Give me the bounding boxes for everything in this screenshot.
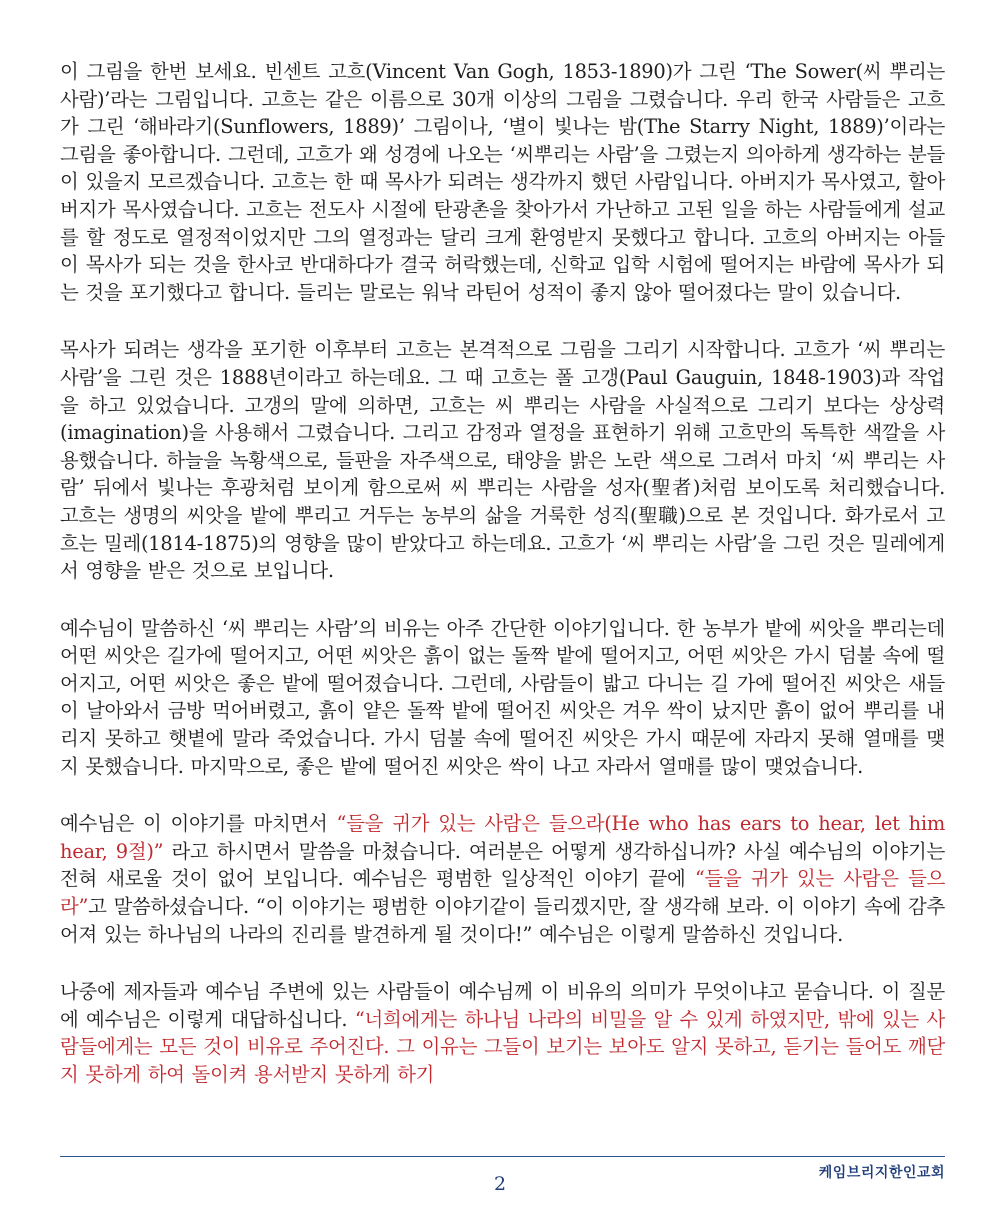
paragraph-sower-painting bbox=[60, 336, 945, 584]
paragraph-text: 목사가 되려는 생각을 포기한 이후부터 고흐는 본격적으로 그림을 그리기 시작합니다. 고흐가 ‘씨 뿌리는 사람’을 그린 것은 1888년이라고 하는데요. 그 때 고흐는 폴 고갱(Paul Gauguin, 1848-1903)과 작업을 하고 있었습니다. 고갱의 말에 의하면, 고흐는 씨 뿌리는 사람을 사실적으로 그리기 보다는 상상력(imagination)을 사용해서 그렸습니다. 그리고 감정과 열정을 표현하기 위해 고흐만의 독특한 색깔을 사용했습니다. 하늘을 녹황색으로, 들판을 자주색으로, 태양을 밝은 노란 색으로 그려서 마치 ‘씨 뿌리는 사람’ 뒤에서 빛나는 후광처럼 보이게 함으로써 씨 뿌리는 사람을 성자(聖者)처럼 보이도록 처리했습니다. 고흐는 생명의 씨앗을 밭에 뿌리고 거두는 농부의 삶을 거룩한 성직(聖職)으로 본 것입니다. 화가로서 고흐는 밀레(1814-1875)의 영향을 많이 받았다고 하는데요. 고흐가 ‘씨 뿌리는 사람’을 그린 것은 밀레에게서 영향을 받은 것으로 보입니다. bbox=[60, 338, 945, 583]
paragraph-text: 이 그림을 한번 보세요. 빈센트 고흐(Vincent Van Gogh, 1853-1890)가 그린 ‘The Sower(씨 뿌리는 사람)’라는 그림입니다. 고흐는 같은 이름으로 30개 이상의 그림을 그렸습니다. 우리 한국 사람들은 고흐가 그린 ‘해바라기(Sunflowers, 1889)’ 그림이나, ‘별이 빛나는 밤(The Starry Night, 1889)’이라는 그림을 좋아합니다. 그런데, 고흐가 왜 성경에 나오는 ‘씨뿌리는 사람’을 그렸는지 의아하게 생각하는 분들이 있을지 모르겠습니다. 고흐는 한 때 목사가 되려는 생각까지 했던 사람입니다. 아버지가 목사였고, 할아버지가 목사였습니다. 고흐는 전도사 시절에 탄광촌을 찾아가서 가난하고 고된 일을 하는 사람들에게 설교를 할 정도로 열정적이었지만 그의 열정과는 달리 크게 환영받지 못했다고 합니다. 고흐의 아버지는 아들이 목사가 되는 것을 한사코 반대하다가 결국 허락했는데, 신학교 입학 시험에 떨어지는 바람에 목사가 되는 것을 포기했다고 합니다. 들리는 말로는 워낙 라틴어 성적이 좋지 않아 떨어졌다는 말이 있습니다. bbox=[60, 60, 945, 304]
paragraph-text: 예수님은 이 이야기를 마치면서 bbox=[60, 812, 337, 836]
paragraph-text: 예수님이 말씀하신 ‘씨 뿌리는 사람’의 비유는 아주 간단한 이야기입니다. 한 농부가 밭에 씨앗을 뿌리는데 어떤 씨앗은 길가에 떨어지고, 어떤 씨앗은 흙이 없는 돌짝 밭에 떨어지고, 어떤 씨앗은 가시 덤불 속에 떨어지고, 어떤 씨앗은 좋은 밭에 떨어졌습니다. 그런데, 사람들이 밟고 다니는 길 가에 떨어진 씨앗은 새들이 날아와서 금방 먹어버렸고, 흙이 얕은 돌짝 밭에 떨어진 씨앗은 겨우 싹이 났지만 흙이 없어 뿌리를 내리지 못하고 햇볕에 말라 죽었습니다. 가시 덤불 속에 떨어진 씨앗은 가시 때문에 자라지 못해 열매를 맺지 못했습니다. 마지막으로, 좋은 밭에 떨어진 씨앗은 싹이 나고 자라서 열매를 많이 맺었습니다. bbox=[60, 616, 945, 778]
paragraph-ears-to-hear bbox=[60, 810, 945, 948]
page-body bbox=[60, 58, 945, 1119]
paragraph-text: 고 말씀하셨습니다. “이 이야기는 평범한 이야기같이 들리겠지만, 잘 생각해 보라. 이 이야기 속에 감추어져 있는 하나님의 나라의 진리를 발견하게 될 것이다!” 예수님은 이렇게 말씀하신 것입니다. bbox=[60, 895, 945, 946]
scripture-quote: “들을 귀가 있는 사람은 들으라(He who has ears to hear, let him hear, 9절)” bbox=[60, 812, 945, 863]
paragraph-parable-summary bbox=[60, 615, 945, 781]
scripture-quote: “너희에게는 하나님 나라의 비밀을 알 수 있게 하였지만, 밖에 있는 사람들에게는 모든 것이 비유로 주어진다. 그 이유는 그들이 보기는 보아도 알지 못하고, 듣기는 들어도 깨닫지 못하게 하여 돌이켜 용서받지 못하게 하기 bbox=[60, 1007, 945, 1086]
paragraph-text: 라고 하시면서 말씀을 마쳤습니다. 여러분은 어떻게 생각하십니까? 사실 예수님의 이야기는 전혀 새로울 것이 없어 보입니다. 예수님은 평범한 일상적인 이야기 끝에 bbox=[60, 839, 945, 891]
church-name: 케임브리지한인교회 bbox=[818, 1165, 945, 1181]
paragraph-text: 나중에 제자들과 예수님 주변에 있는 사람들이 예수님께 이 비유의 의미가 무엇이냐고 묻습니다. 이 질문에 예수님은 이렇게 대답하십니다. bbox=[60, 980, 945, 1031]
page-number: 2 bbox=[493, 1173, 507, 1195]
scripture-quote: “들을 귀가 있는 사람은 들으라” bbox=[60, 867, 945, 919]
paragraph-van-gogh-intro bbox=[60, 58, 945, 306]
footer-divider bbox=[60, 1156, 945, 1157]
paragraph-disciples-question bbox=[60, 978, 945, 1088]
